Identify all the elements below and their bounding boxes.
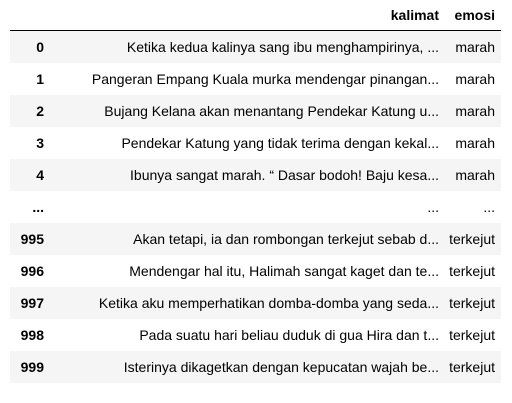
cell-kalimat: Bujang Kelana akan menantang Pendekar Katung u... <box>104 103 439 119</box>
column-header-kalimat: kalimat <box>54 0 445 31</box>
cell-emosi: marah <box>455 167 495 183</box>
cell-emosi: terkejut <box>449 263 495 279</box>
row-index: 996 <box>20 263 44 279</box>
cell-kalimat: Pangeran Empang Kuala murka mendengar pinangan... <box>91 71 439 87</box>
dataframe-table <box>10 0 501 383</box>
row-index: 995 <box>20 231 44 247</box>
cell-kalimat: Mendengar hal itu, Halimah sangat kaget dan te... <box>129 263 439 279</box>
cell-kalimat: Ibunya sangat marah. “ Dasar bodoh! Baju kesa... <box>130 167 439 183</box>
table-row <box>10 95 501 127</box>
index-header <box>10 0 54 31</box>
cell-emosi: marah <box>455 39 495 55</box>
table-row <box>10 159 501 191</box>
cell-kalimat: Pendekar Katung yang tidak terima dengan kekal... <box>121 135 439 151</box>
row-index: 1 <box>36 71 44 87</box>
column-header-emosi: emosi <box>445 0 501 31</box>
cell-emosi: terkejut <box>449 231 495 247</box>
cell-kalimat: Akan tetapi, ia dan rombongan terkejut sebab d... <box>133 231 439 247</box>
cell-emosi: terkejut <box>449 359 495 375</box>
row-index: 998 <box>20 327 44 343</box>
row-index: ... <box>32 199 44 215</box>
cell-kalimat: Ketika kedua kalinya sang ibu menghampirinya, ... <box>126 39 439 55</box>
table-row <box>10 31 501 64</box>
table-row <box>10 319 501 351</box>
cell-emosi: terkejut <box>449 327 495 343</box>
cell-emosi: terkejut <box>449 295 495 311</box>
row-index: 999 <box>20 359 44 375</box>
cell-emosi: marah <box>455 135 495 151</box>
row-index: 2 <box>36 103 44 119</box>
table-row <box>10 127 501 159</box>
table-row <box>10 287 501 319</box>
ellipsis-row <box>10 191 501 223</box>
cell-kalimat: ... <box>427 199 439 215</box>
cell-kalimat: Ketika aku memperhatikan domba-domba yang seda... <box>98 295 439 311</box>
cell-emosi: marah <box>455 103 495 119</box>
row-index: 3 <box>36 135 44 151</box>
table-row <box>10 63 501 95</box>
cell-emosi: ... <box>483 199 495 215</box>
table-row <box>10 255 501 287</box>
cell-kalimat: Pada suatu hari beliau duduk di gua Hira dan t... <box>139 327 439 343</box>
row-index: 997 <box>20 295 44 311</box>
cell-kalimat: Isterinya dikagetkan dengan kepucatan wajah be... <box>123 359 439 375</box>
row-index: 0 <box>36 39 44 55</box>
table-row <box>10 351 501 383</box>
cell-emosi: marah <box>455 71 495 87</box>
header-row <box>10 0 501 31</box>
table-row <box>10 223 501 255</box>
row-index: 4 <box>36 167 44 183</box>
